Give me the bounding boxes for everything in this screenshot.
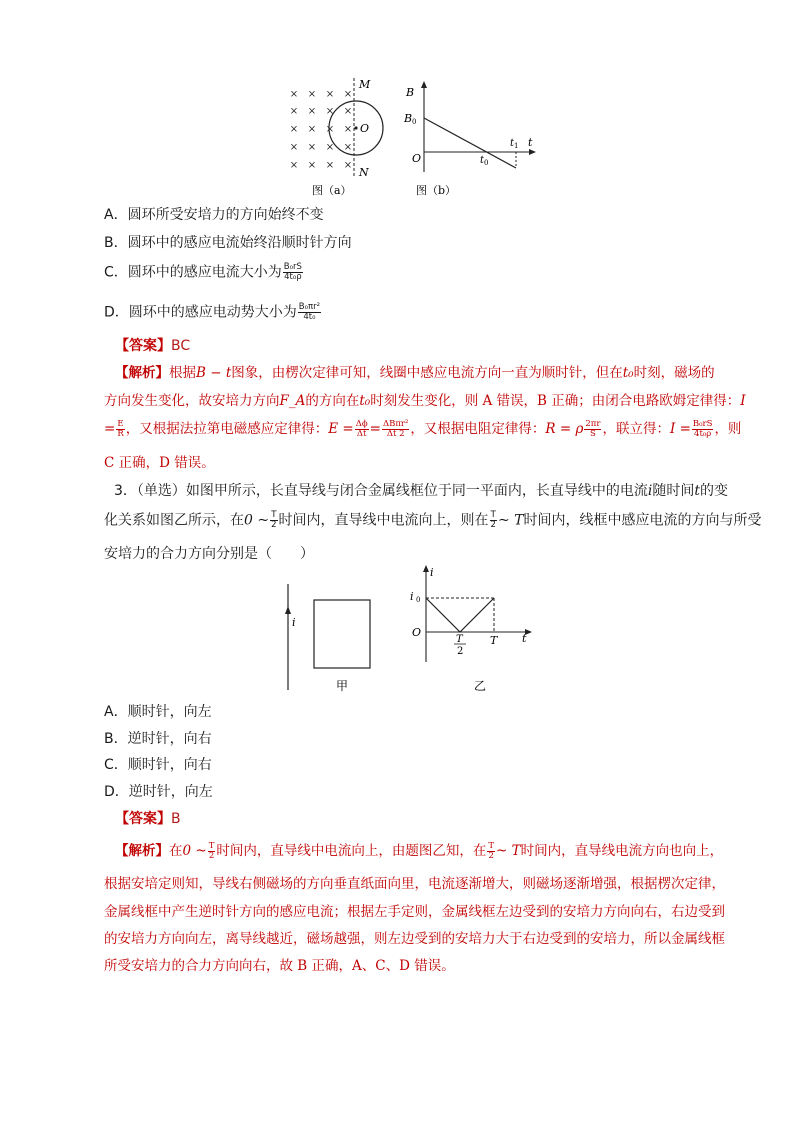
q3-stem-line-3: 安培力的合力方向分别是（ ）	[104, 546, 314, 562]
q2-option-d-text: D．圆环中的感应电动势大小为	[104, 304, 297, 321]
q3-option-b: B．逆时针，向右	[104, 731, 212, 747]
q2-option-c	[104, 263, 304, 282]
wire-current-label: i	[292, 616, 296, 629]
b-line	[424, 118, 519, 168]
cross-mark: ×	[325, 142, 335, 153]
caption-yi: 乙	[474, 679, 487, 693]
cross-mark: ×	[307, 160, 317, 171]
fraction-numerator: B₀rS	[283, 262, 302, 272]
q3-analysis-line-1: 【解析】在0 ~ $\frac{T}{2}$ 时间内，直导线中电流向上，由题图乙知，在 $\frac{T}{2}$ ~ T时间内，直导线电流方向也向上，	[115, 841, 724, 861]
y-axis-arrow	[421, 81, 427, 88]
q2-option-d-fraction	[298, 303, 321, 322]
analysis-label: 【解析】	[115, 365, 169, 381]
label-o-center: O	[360, 122, 370, 135]
cross-mark: ×	[307, 106, 317, 117]
y-axis-arrow	[423, 565, 429, 572]
q2-option-c-fraction	[283, 263, 303, 282]
answer-value: BC	[171, 338, 191, 354]
q3-analysis-line-4: 的安培力方向向左，离导线越近，磁场越强，则左边受到的安培力大于右边受到的安培力，所以金属线框	[104, 931, 725, 947]
cross-mark: ×	[325, 124, 335, 135]
q3-analysis-line-5: 所受安培力的合力方向向右，故 B 正确，A、C、D 错误。	[104, 958, 455, 974]
field-crosses	[290, 89, 352, 171]
cross-mark: ×	[307, 142, 317, 153]
fraction-denominator: 4t₀ρ	[284, 272, 302, 282]
q2-analysis-line-2: 方向发生变化，故安培力方向F_A的方向在t₀时刻发生变化，则 A 错误，B 正确；由闭合电路欧姆定律得：I	[104, 393, 746, 409]
origin-label: O	[412, 626, 422, 639]
t1-label: t	[510, 138, 515, 149]
q2-option-c-text: C．圆环中的感应电流大小为	[104, 264, 282, 281]
i0-sub: 0	[416, 596, 421, 604]
fraction-denominator: 4t₀	[303, 312, 316, 322]
t-half-num: T	[456, 634, 463, 645]
cross-mark: ×	[289, 142, 299, 153]
cross-mark: ×	[289, 160, 299, 171]
i0-label: i	[410, 590, 414, 603]
cross-mark: ×	[307, 89, 317, 100]
cross-mark: ×	[289, 89, 299, 100]
cross-mark: ×	[343, 106, 353, 117]
metal-frame	[314, 600, 370, 668]
t0-sub: 0	[484, 159, 489, 167]
q2-analysis-line-3: = $\frac{E}{R}$ ，又根据法拉第电磁感应定律得：E = $\frac{\Delta\phi}{\Delta t}$ = $\frac{\text{ΔBπr²}}{\Delta t 2}$ ，又根据电阻定律得：R = ρ $\frac{2\pi r}{S}$ ，联立得：I = $\frac{\text{B₀rS}}{\text{4t₀ρ}}$ ，则	[104, 419, 742, 439]
cross-mark: ×	[343, 124, 353, 135]
cross-mark: ×	[343, 89, 353, 100]
label-m: M	[359, 78, 371, 91]
q3-option-c: C．顺时针，向右	[104, 757, 212, 773]
figure-b-graph	[400, 78, 540, 200]
figure-a	[280, 78, 390, 200]
q3-analysis-line-2: 根据安培定则知，导线右侧磁场的方向垂直纸面向里，电流逐渐增大，则磁场逐渐增强，根据楞次定律，	[104, 876, 725, 892]
cross-mark: ×	[289, 106, 299, 117]
answer-value: B	[171, 811, 181, 827]
q3-option-d: D．逆时针，向左	[104, 784, 213, 800]
cross-mark: ×	[325, 160, 335, 171]
q2-answer	[115, 337, 190, 355]
origin-label: O	[412, 152, 422, 165]
figure-jia	[278, 578, 388, 698]
cross-mark: ×	[307, 124, 317, 135]
t1-sub: 1	[514, 142, 519, 150]
t-axis-label: t	[528, 136, 533, 149]
current-arrow	[285, 606, 291, 614]
caption-jia: 甲	[336, 679, 349, 693]
t0-label: t	[480, 155, 485, 166]
figure-yi-graph	[404, 562, 540, 698]
t-axis-label: t	[522, 632, 527, 645]
x-axis-arrow	[529, 149, 536, 155]
axis-b-label: B	[406, 86, 415, 99]
t-label: T	[490, 634, 498, 647]
analysis-label: 【解析】	[115, 843, 169, 859]
q2-option-d	[104, 303, 322, 322]
q3-stem-line-2: 化关系如图乙所示，在0 ~ $\frac{T}{2}$ 时间内，直导线中电流向上，则在 $\frac{T}{2}$ ~ T时间内，线框中感应电流的方向与所受	[104, 510, 762, 530]
cross-mark: ×	[343, 160, 353, 171]
cross-mark: ×	[325, 89, 335, 100]
label-n: N	[359, 166, 369, 179]
q2-option-b: B．圆环中的感应电流始终沿顺时针方向	[104, 235, 352, 251]
answer-label: 【答案】	[115, 811, 171, 827]
q3-option-a: A．顺时针，向左	[104, 704, 212, 720]
b0-label: B	[404, 112, 413, 125]
cross-mark: ×	[343, 142, 353, 153]
cross-mark: ×	[325, 106, 335, 117]
fraction-numerator: B₀πr²	[298, 302, 321, 312]
i-axis-label: i	[430, 566, 434, 579]
q3-answer	[115, 810, 181, 828]
q2-analysis-line-4: C 正确，D 错误。	[104, 455, 215, 471]
q2-analysis-line-1: 【解析】根据B − t图象，由楞次定律可知，线圈中感应电流方向一直为顺时针，但在t₀时刻，磁场的	[115, 365, 715, 381]
b0-sub: 0	[412, 118, 417, 126]
cross-mark: ×	[289, 124, 299, 135]
q2-option-a: A．圆环所受安培力的方向始终不变	[104, 207, 324, 223]
caption-a: 图（a）	[312, 184, 352, 197]
q3-analysis-line-3: 金属线框中产生逆时针方向的感应电流；根据左手定则，金属线框左边受到的安培力方向向右，右边受到	[104, 904, 725, 920]
current-line	[426, 598, 494, 632]
caption-b: 图（b）	[416, 184, 457, 197]
q3-stem-line-1: 3．（单选）如图甲所示，长直导线与闭合金属线框位于同一平面内，长直导线中的电流i随时间t的变	[114, 483, 729, 499]
ring-center-dot	[354, 126, 357, 129]
t-half-den: 2	[457, 646, 464, 657]
answer-label: 【答案】	[115, 338, 171, 354]
